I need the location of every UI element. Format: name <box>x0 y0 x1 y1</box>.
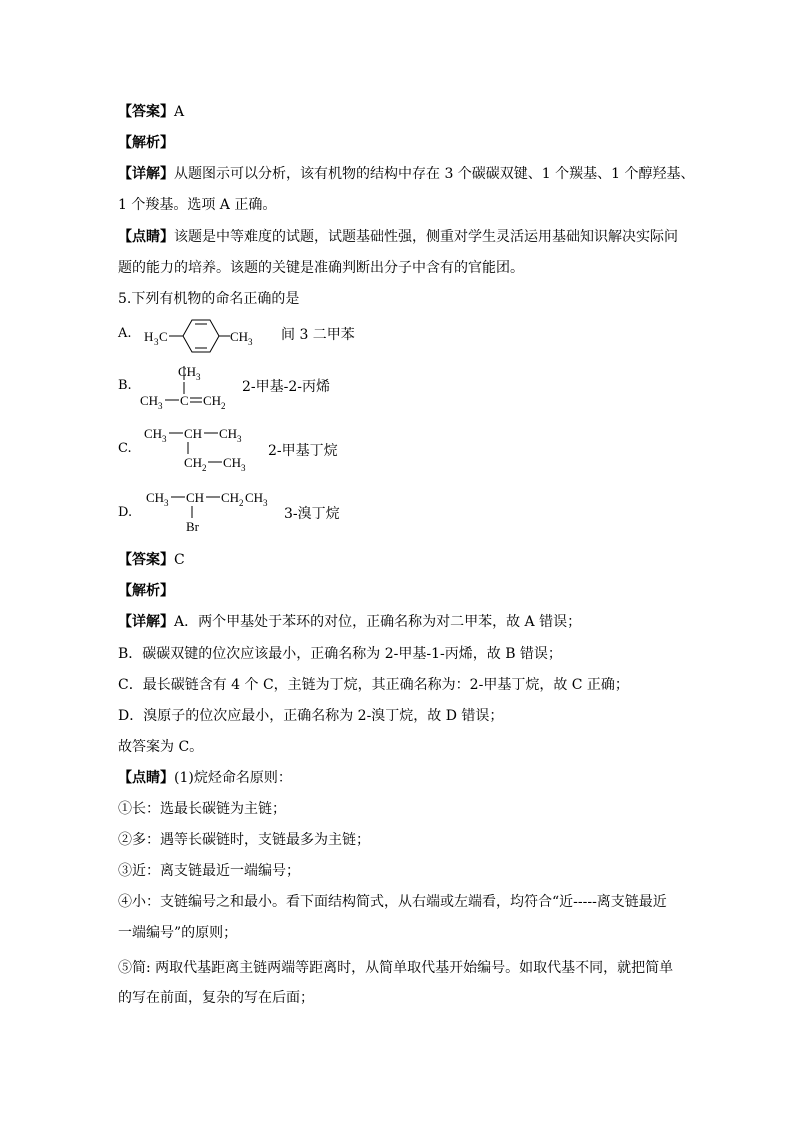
q4-answer-line <box>118 102 184 122</box>
option-d-label: D. <box>118 505 133 520</box>
formula-sub-3: 3 <box>237 434 242 444</box>
option-b-name: 2-甲基-2-丙烯 <box>242 379 331 395</box>
formula-c: C <box>180 393 189 408</box>
q5-stem: 5.下列有机物的命名正确的是 <box>118 291 300 307</box>
option-a-label: A. <box>118 326 132 341</box>
answer-value: C <box>174 552 185 568</box>
q5-analysis-tag: 【解析】 <box>118 583 174 599</box>
formula-sub-3: 3 <box>248 337 253 347</box>
rule-item: ③近：离支链最近一端编号； <box>118 863 300 879</box>
benzene-ring <box>183 320 219 352</box>
option-a-name: 间 3 二甲苯 <box>281 327 355 343</box>
formula-sub-3: 3 <box>241 463 246 473</box>
formula-sub-3: 3 <box>164 498 169 508</box>
formula-c: C <box>159 329 168 344</box>
formula-br: Br <box>186 519 199 534</box>
formula-sub-3: 3 <box>162 434 167 444</box>
formula-ch2: CH <box>221 490 240 505</box>
formula-ch3: CH <box>140 393 159 408</box>
formula-h: H <box>144 329 154 344</box>
q5-detail-line-b: B．碳碳双键的位次应该最小，正确名称为 2-甲基-1-丙烯，故 B 错误； <box>118 646 562 662</box>
option-b-structure <box>138 360 238 412</box>
option-c-structure <box>142 420 262 478</box>
formula-sub-3: 3 <box>158 401 163 411</box>
formula-ch2: CH <box>184 455 203 470</box>
formula-ch3: CH <box>144 426 163 441</box>
option-c-name: 2-甲基丁烷 <box>268 443 338 459</box>
q5-answer-line <box>118 550 185 570</box>
answer-value: A <box>174 104 185 120</box>
q5-detail-line-c: C．最长碳链含有 4 个 C，主链为丁烷，其正确名称为：2-甲基丁烷，故 C 正确； <box>118 677 629 693</box>
rule-item: 的写在前面，复杂的写在后面； <box>118 990 314 1006</box>
formula-sub-2: 2 <box>239 498 244 508</box>
option-d-structure <box>144 484 274 540</box>
formula-ch3: CH <box>230 329 249 344</box>
option-c-label: C. <box>118 441 132 456</box>
q5-detail-line-d: D．溴原子的位次应最小，正确名称为 2-溴丁烷，故 D 错误； <box>118 708 504 724</box>
option-b-label: B. <box>118 378 132 393</box>
q4-comment-line2: 题的能力的培养。该题的关键是准确判断出分子中含有的官能团。 <box>118 260 524 276</box>
q4-analysis-tag: 【解析】 <box>118 135 174 151</box>
formula-sub-3: 3 <box>196 372 201 382</box>
q4-detail-line1 <box>118 164 695 184</box>
q5-conclusion: 故答案为 C。 <box>118 739 204 755</box>
formula-ch3: CH <box>178 364 197 379</box>
option-a-structure <box>140 312 270 358</box>
rule-item: ⑤简: 两取代基距离主链两端等距离时，从简单取代基开始编号。如取代基不同，就把简单 <box>118 960 674 976</box>
detail-tag: 【详解】 <box>118 614 174 630</box>
option-d-name: 3-溴丁烷 <box>284 506 340 522</box>
formula-ch3: CH <box>245 490 264 505</box>
comment-tag: 【点睛】 <box>118 770 174 786</box>
q5-comment-title <box>118 768 292 788</box>
answer-tag: 【答案】 <box>118 552 174 568</box>
formula-ch3: CH <box>223 455 242 470</box>
comment-tag: 【点睛】 <box>118 229 174 245</box>
rule-item: ②多：遇等长碳链时，支链最多为主链； <box>118 832 370 848</box>
comment-text: 该题是中等难度的试题，试题基础性强，侧重对学生灵活运用基础知识解决实际问 <box>174 229 678 245</box>
q5-detail-line-a <box>118 612 581 632</box>
detail-text: A．两个甲基处于苯环的对位，正确名称为对二甲苯，故 A 错误； <box>174 614 582 630</box>
formula-sub-3: 3 <box>154 337 159 347</box>
q4-comment-line1 <box>118 227 678 247</box>
rule-item: 一端编号”的原则； <box>118 925 238 941</box>
formula-sub-2: 2 <box>202 463 207 473</box>
formula-ch: CH <box>186 490 205 505</box>
formula-ch3: CH <box>219 426 238 441</box>
formula-ch: CH <box>184 426 203 441</box>
answer-tag: 【答案】 <box>118 104 174 120</box>
formula-sub-3: 3 <box>263 498 268 508</box>
detail-text: 从题图示可以分析，该有机物的结构中存在 3 个碳碳双键、1 个羰基、1 个醇羟基、 <box>174 166 695 182</box>
rule-item: ④小：支链编号之和最小。看下面结构简式，从右端或左端看，均符合“近-----离支链最近 <box>118 894 667 910</box>
formula-ch2: CH <box>203 393 222 408</box>
comment-title-text: (1)烷烃命名原则： <box>174 770 292 786</box>
formula-ch3: CH <box>146 490 165 505</box>
detail-tag: 【详解】 <box>118 166 174 182</box>
q4-detail-line2: 1 个羧基。选项 A 正确。 <box>118 197 277 213</box>
formula-sub-2: 2 <box>221 401 226 411</box>
rule-item: ①长：选最长碳链为主链； <box>118 801 286 817</box>
